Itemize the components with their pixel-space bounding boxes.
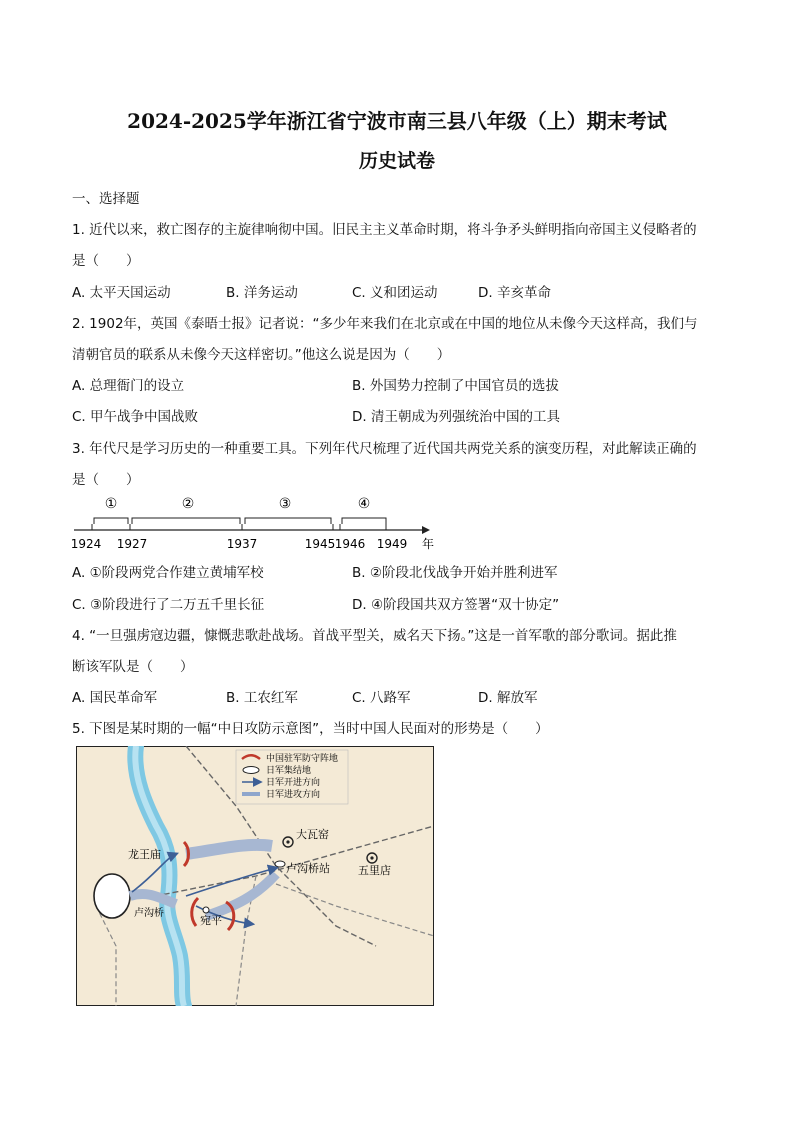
timeline-ruler xyxy=(70,492,450,554)
question-4-option-d: D. 解放军 xyxy=(478,690,538,706)
question-3-option-c: C. ③阶段进行了二万五千里长征 xyxy=(72,597,265,613)
question-2-stem-line-1: 2. 1902年，英国《泰晤士报》记者说：“多少年来我们在北京或在中国的地位从未像今天这样高，我们与 xyxy=(72,316,698,332)
place-marker-wanping xyxy=(203,907,209,913)
question-3-option-b: B. ②阶段北伐战争开始并胜利进军 xyxy=(352,565,558,581)
timeline-year-1946: 1946 xyxy=(334,537,366,551)
timeline-year-1924: 1924 xyxy=(70,537,102,551)
timeline-stage-4: ④ xyxy=(357,496,371,512)
question-4-stem-line-1: 4. “一旦强虏寇边疆，慷慨悲歌赴战场。首战平型关，威名天下扬。”这是一首军歌的部分歌词。据此推 xyxy=(72,628,677,644)
place-label-longwangmiao: 龙王庙 xyxy=(128,848,161,861)
timeline-year-1927: 1927 xyxy=(116,537,148,551)
place-label-lugouqiao: 卢沟桥 xyxy=(134,908,164,919)
question-4-option-b: B. 工农红军 xyxy=(226,690,298,706)
question-1-option-a: A. 太平天国运动 xyxy=(72,285,171,301)
question-3-option-a: A. ①阶段两党合作建立黄埔军校 xyxy=(72,565,264,581)
question-1-option-d: D. 辛亥革命 xyxy=(478,285,551,301)
place-label-lugouqiao-station: 卢沟桥站 xyxy=(286,862,330,875)
legend-defense: 中国驻军防守阵地 xyxy=(266,754,339,764)
timeline-year-1937: 1937 xyxy=(226,537,258,551)
question-2-option-b: B. 外国势力控制了中国官员的选拔 xyxy=(352,378,559,394)
japanese-gathering-oval xyxy=(94,874,130,918)
question-2-stem-line-2: 清朝官员的联系从未像今天这样密切。”他这么说是因为（ ） xyxy=(72,347,451,363)
legend-advance: 日军开进方向 xyxy=(266,778,321,788)
question-4-option-a: A. 国民革命军 xyxy=(72,690,158,706)
question-3-stem-line-1: 3. 年代尺是学习历史的一种重要工具。下列年代尺梳理了近代国共两党关系的演变历程，对此解读正确的 xyxy=(72,441,697,457)
timeline-year-1949: 1949 xyxy=(376,537,408,551)
question-2-option-d: D. 清王朝成为列强统治中国的工具 xyxy=(352,409,560,425)
question-1-option-c: C. 义和团运动 xyxy=(352,285,438,301)
place-label-wanping: 宛平 xyxy=(200,914,222,927)
question-2-option-c: C. 甲午战争中国战败 xyxy=(72,409,199,425)
legend-attack: 日军进攻方向 xyxy=(266,790,321,800)
question-5-stem: 5. 下图是某时期的一幅“中日攻防示意图”，当时中国人民面对的形势是（ ） xyxy=(72,721,549,737)
question-3-option-d: D. ④阶段国共双方签署“双十协定” xyxy=(352,597,560,613)
timeline-stage-3: ③ xyxy=(278,496,292,512)
timeline-year-1945: 1945 xyxy=(304,537,336,551)
place-label-wulidian: 五里店 xyxy=(358,864,391,877)
question-1-stem-line-2: 是（ ） xyxy=(72,253,140,269)
page-subtitle: 历史试卷 xyxy=(358,150,435,172)
question-2-option-a: A. 总理衙门的设立 xyxy=(72,378,185,394)
place-marker-lugouqiao-station xyxy=(275,861,285,867)
timeline-stage-2: ② xyxy=(181,496,195,512)
map-figure xyxy=(76,746,434,1006)
page-title: 2024-2025学年浙江省宁波市南三县八年级（上）期末考试 xyxy=(127,109,667,133)
question-3-stem-line-2: 是（ ） xyxy=(72,472,140,488)
question-1-stem-line-1: 1. 近代以来，救亡图存的主旋律响彻中国。旧民主主义革命时期，将斗争矛头鲜明指向帝国主义侵略者的 xyxy=(72,222,697,238)
question-1-option-b: B. 洋务运动 xyxy=(226,285,298,301)
question-4-option-c: C. 八路军 xyxy=(352,690,411,706)
legend-gathering: 日军集结地 xyxy=(266,766,312,776)
timeline-unit: 年 xyxy=(421,537,435,551)
timeline-stage-1: ① xyxy=(104,496,118,512)
section-label: 一、选择题 xyxy=(72,191,140,207)
question-4-stem-line-2: 断该军队是（ ） xyxy=(72,659,194,675)
place-label-dawayao: 大瓦窑 xyxy=(296,828,329,841)
